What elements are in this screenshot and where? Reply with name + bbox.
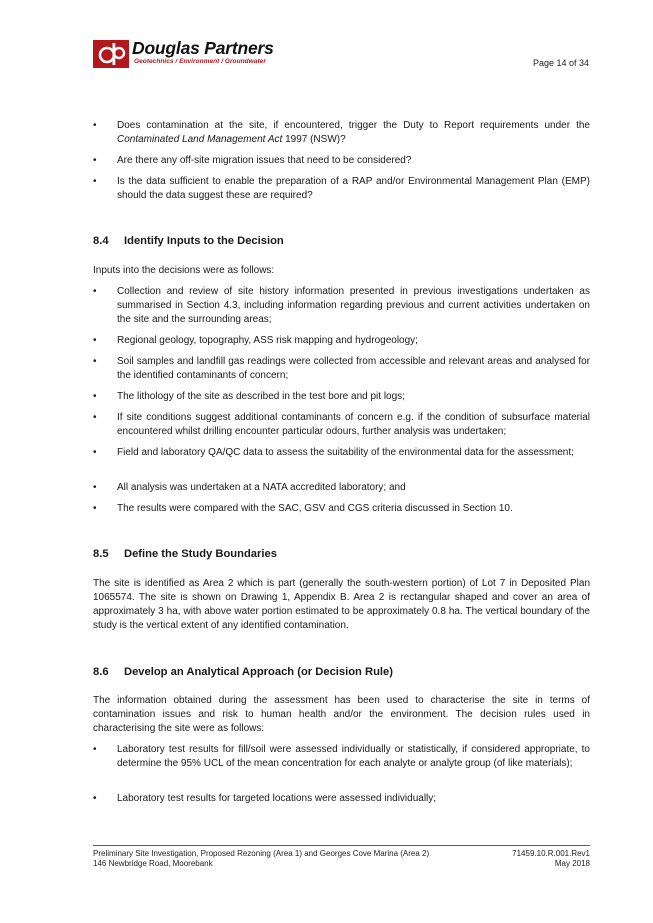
page-header <box>93 38 593 72</box>
list-item: • The results were compared with the SAC, GSV and CGS criteria discussed in Section 10. <box>93 502 590 516</box>
section-heading-8-4: 8.4 Identify Inputs to the Decision <box>93 235 284 247</box>
footer-divider <box>93 845 590 846</box>
list-item: • All analysis was undertaken at a NATA accredited laboratory; and <box>93 481 590 495</box>
section-paragraph: The site is identified as Area 2 which is part (generally the south-western portion) of Lot 7 in Deposited Plan 1065574. The site is shown on Drawing 1, Appendix B. Area 2 is rectangular shaped and cover an area of approximately 3 ha, with above water portion estimated to be approximately 0.8 ha. The vertical boundary of the study is the vertical extent of any identified contamination. <box>93 578 590 631</box>
page-number: Page 14 of 34 <box>532 58 589 68</box>
list-item: • Field and laboratory QA/QC data to assess the suitability of the environmental data for the assessment; <box>93 446 590 460</box>
list-item: • Is the data sufficient to enable the preparation of a RAP and/or Environmental Management Plan (EMP) should the data suggest these are required? <box>93 175 590 203</box>
act-title: Contaminated Land Management Act <box>117 134 283 145</box>
report-title: Preliminary Site Investigation, Proposed Rezoning (Area 1) and Georges Cove Marina (Area 2) <box>93 849 430 858</box>
company-name: Douglas Partners <box>132 38 274 58</box>
list-item: • If site conditions suggest additional contaminants of concern e.g. if the condition of subsurface material encountered whilst drilling encounter particular odours, further analysis was undertaken; <box>93 411 590 439</box>
list-item: • Collection and review of site history information presented in previous investigations undertaken as summarised in Section 4.3, including information regarding previous and current activities undertaken on the site and the surrounding areas; <box>93 285 590 327</box>
company-tagline: Geotechnics / Environment / Groundwater <box>134 58 266 65</box>
footer-left <box>93 849 429 869</box>
site-address: 146 Newbridge Road, Moorebank <box>93 859 213 868</box>
list-item: • Does contamination at the site, if encountered, trigger the Duty to Report requirements under the Contaminated Land Management Act 1997 (NSW)? <box>93 119 590 147</box>
section-intro: Inputs into the decisions were as follows: <box>93 265 275 276</box>
bullet-list-top <box>93 119 590 147</box>
section-heading-8-5: 8.5 Define the Study Boundaries <box>93 548 277 560</box>
list-item: • Soil samples and landfill gas readings were collected from accessible and relevant areas and analysed for the identified contaminants of concern; <box>93 355 590 383</box>
report-number: 71459.10.R.001.Rev1 <box>512 849 590 858</box>
list-item: • Are there any off-site migration issues that need to be considered? <box>93 154 590 168</box>
section-paragraph: The information obtained during the assessment has been used to characterise the site in terms of contamination issues and risk to human health and/or the environment. The decision rules used in characterising the site were as follows: <box>93 695 590 734</box>
report-date: May 2018 <box>554 859 590 868</box>
list-item: • The lithology of the site as described in the test bore and pit logs; <box>93 390 590 404</box>
list-item: • Laboratory test results for fill/soil were assessed individually or statistically, if considered appropriate, to determine the 95% UCL of the mean concentration for each analyte or analyte group (of like materials); <box>93 743 590 771</box>
list-item: • Regional geology, topography, ASS risk mapping and hydrogeology; <box>93 334 590 348</box>
douglas-partners-logo-icon <box>93 40 129 68</box>
section-heading-8-6: 8.6 Develop an Analytical Approach (or Decision Rule) <box>93 666 393 678</box>
list-item: • Laboratory test results for targeted locations were assessed individually; <box>93 792 590 806</box>
footer-right <box>512 849 590 869</box>
